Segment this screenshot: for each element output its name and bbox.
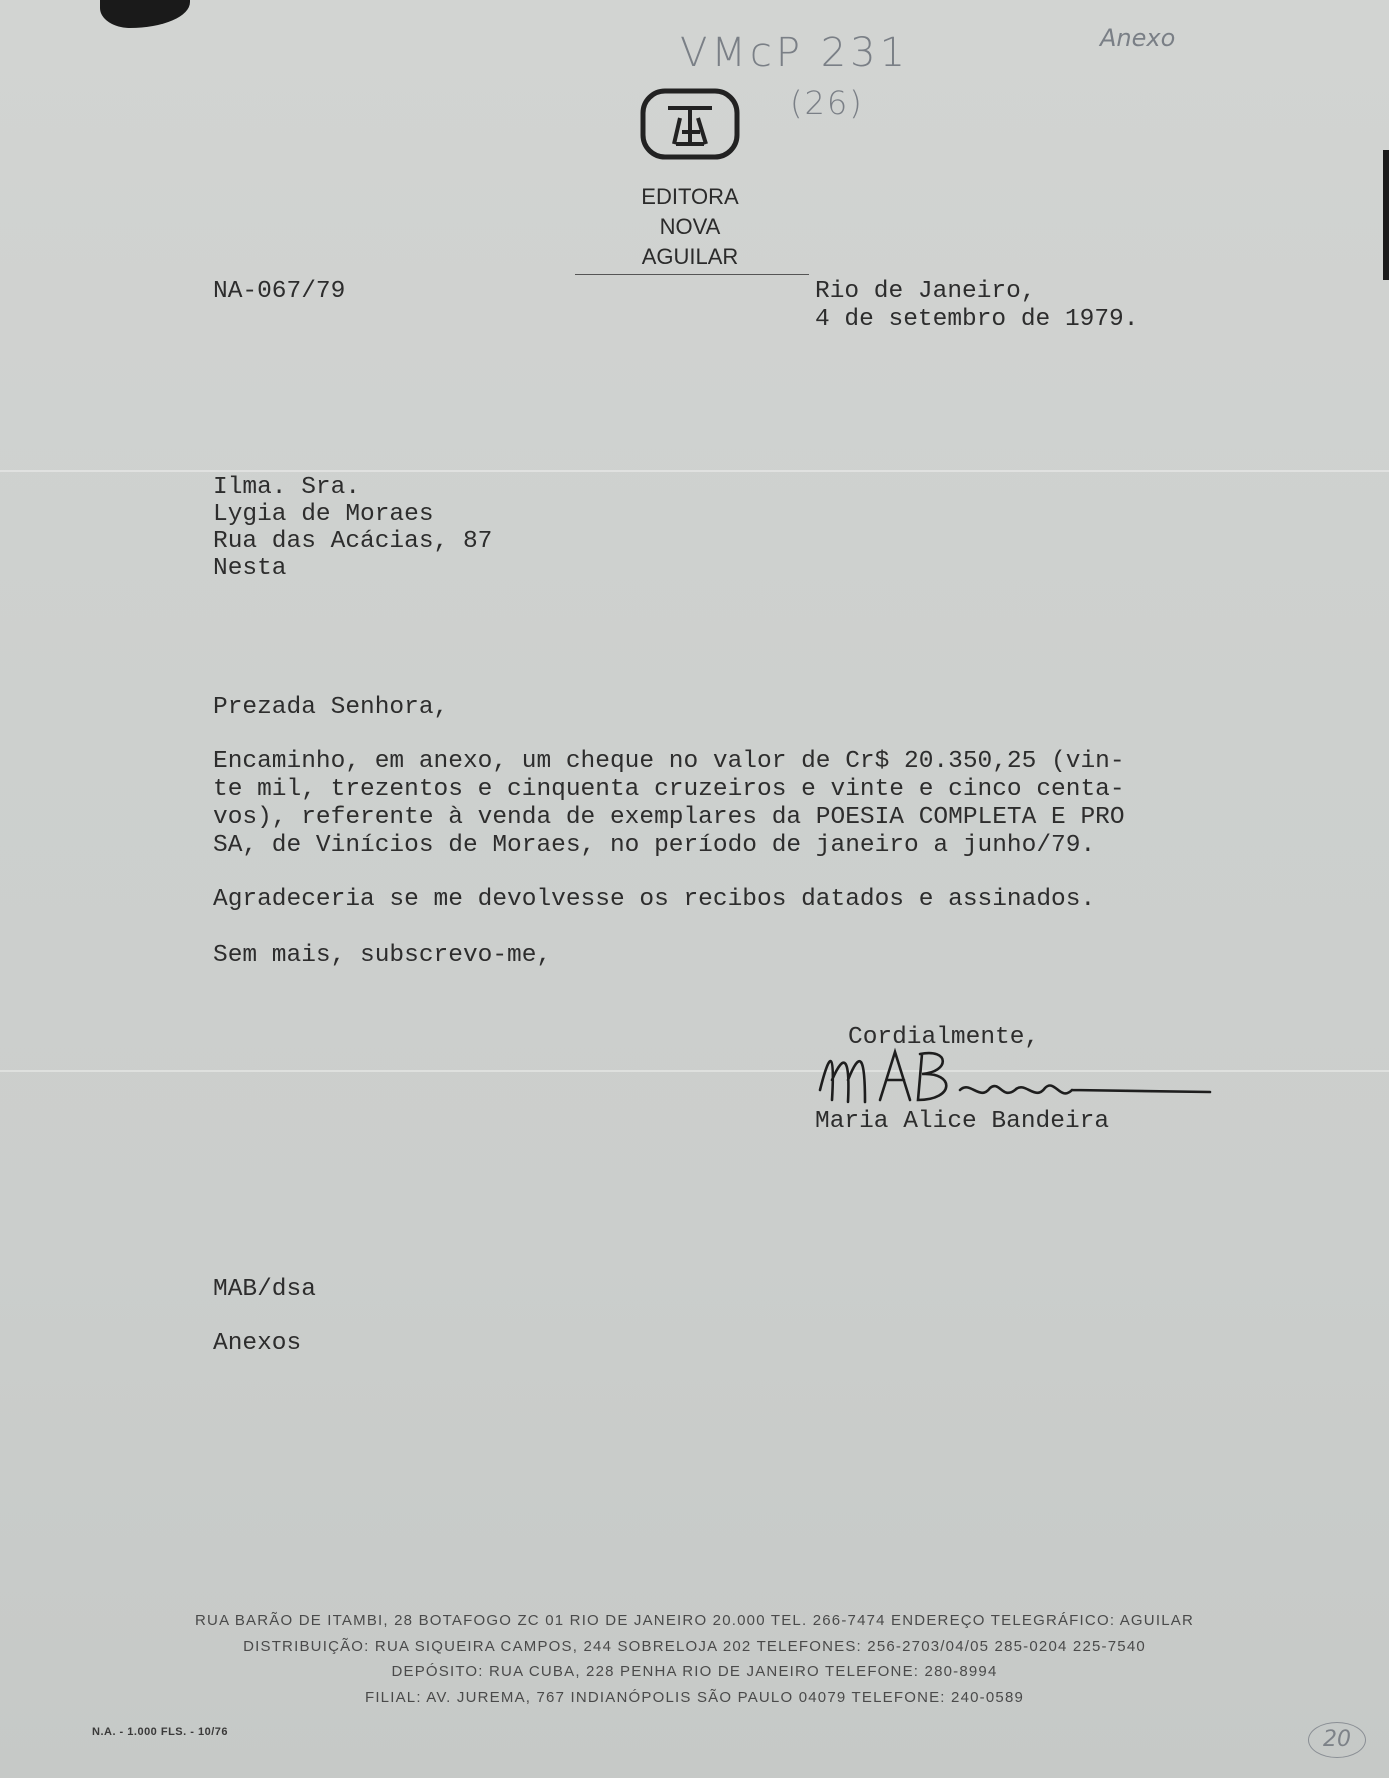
- address-line: Nesta: [213, 555, 287, 582]
- annotation-handwritten: Anexo: [1100, 24, 1176, 52]
- body-line: Encaminho, em anexo, um cheque no valor de Cr$ 20.350,25 (vin-: [213, 748, 1125, 775]
- publisher-line: AGUILAR: [641, 244, 739, 269]
- publisher-logo-icon: [640, 88, 740, 160]
- letter-date: [815, 278, 1138, 334]
- edge-mark: [1383, 150, 1389, 280]
- footer-address-line: DISTRIBUIÇÃO: RUA SIQUEIRA CAMPOS, 244 SOBRELOJA 202 TELEFONES: 256-2703/04/05 285-0204 225-7540: [243, 1638, 1146, 1655]
- publisher-line: EDITORA: [641, 184, 739, 209]
- footer-address-line: FILIAL: AV. JUREMA, 767 INDIANÓPOLIS SÃO PAULO 04079 TELEFONE: 240-0589: [364, 1689, 1025, 1706]
- sign-off: Cordialmente,: [848, 1024, 1040, 1051]
- paper-fold: [0, 470, 1389, 472]
- body-line: te mil, trezentos e cinquenta cruzeiros e vinte e cinco centa-: [213, 776, 1125, 803]
- archive-code-handwritten: VMcP 231: [680, 30, 910, 76]
- address-line: Lygia de Moraes: [213, 501, 434, 528]
- footer-address-line: RUA BARÃO DE ITAMBI, 28 BOTAFOGO ZC 01 RIO DE JANEIRO 20.000 TEL. 266-7474 ENDEREÇO TELEGRÁFICO: AGUILAR: [195, 1612, 1194, 1629]
- corner-stain: [100, 0, 190, 28]
- address-line: Ilma. Sra.: [213, 474, 361, 501]
- signer-name: Maria Alice Bandeira: [815, 1108, 1110, 1135]
- body-line: SA, de Vinícios de Moraes, no período de janeiro a junho/79.: [213, 832, 1096, 859]
- recipient-address: [213, 474, 492, 582]
- print-code: N.A. - 1.000 FLS. - 10/76: [92, 1726, 228, 1738]
- closing-line: Sem mais, subscrevo-me,: [213, 942, 552, 969]
- body-line: vos), referente à venda de exemplares da POESIA COMPLETA E PRO: [213, 804, 1125, 831]
- letterhead-rule: [575, 274, 809, 275]
- date-line: Rio de Janeiro,: [815, 278, 1036, 305]
- body-paragraph: [213, 748, 1125, 860]
- page-number-handwritten: 20: [1308, 1722, 1366, 1758]
- salutation: Prezada Senhora,: [213, 694, 449, 721]
- footer-address-line: DEPÓSITO: RUA CUBA, 228 PENHA RIO DE JANEIRO TELEFONE: 280-8994: [391, 1663, 998, 1680]
- item-number-handwritten: (26): [790, 84, 864, 122]
- enclosures-note: Anexos: [213, 1330, 302, 1357]
- request-paragraph: Agradeceria se me devolvesse os recibos datados e assinados.: [213, 886, 1096, 913]
- typist-initials: MAB/dsa: [213, 1276, 316, 1303]
- publisher-name: [570, 182, 810, 272]
- publisher-line: NOVA: [659, 214, 721, 239]
- address-line: Rua das Acácias, 87: [213, 528, 493, 555]
- date-line: 4 de setembro de 1979.: [815, 306, 1139, 333]
- reference-number: NA-067/79: [213, 278, 346, 305]
